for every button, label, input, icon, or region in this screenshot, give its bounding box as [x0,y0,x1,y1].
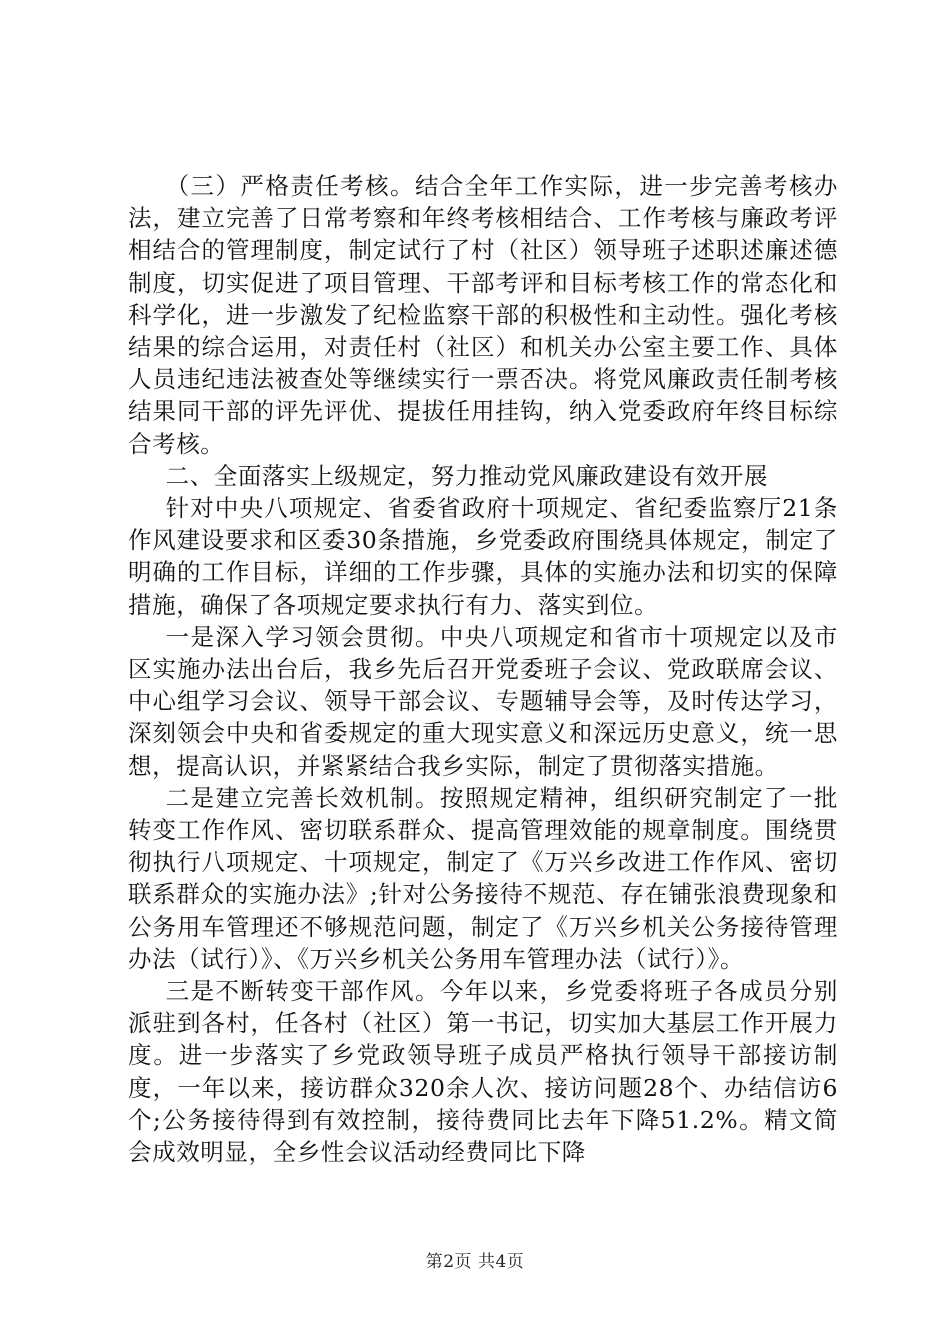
paragraph-strict-assessment: （三）严格责任考核。结合全年工作实际，进一步完善考核办法，建立完善了日常考察和年终考核相结合、工作考核与廉政考评相结合的管理制度，制定试行了村（社区）领导班子述职述廉述德制度，切实促进了项目管理、干部考评和目标考核工作的常态化和科学化，进一步激发了纪检监察干部的积极性和主动性。强化考核结果的综合运用，对责任村（社区）和机关办公室主要工作、具体人员违纪违法被查处等继续实行一票否决。将党风廉政责任制考核结果同干部的评先评优、提拔任用挂钩，纳入党委政府年终目标综合考核。 [128,172,838,458]
page-number-footer: 第2页 共4页 [425,1252,525,1272]
document-body [128,170,838,1168]
paragraph-cadre-style: 三是不断转变干部作风。今年以来，乡党委将班子各成员分别派驻到各村，任各村（社区）第一书记，切实加大基层工作开展力度。进一步落实了乡党政领导班子成员严格执行领导干部接访制度，一年以来，接访群众320余人次、接访问题28个、办结信访6个;公务接待得到有效控制，接待费同比去年下降51.2%。精文简会成效明显，全乡性会议活动经费同比下降 [128,977,838,1167]
section-heading-implement-regulations: 二、全面落实上级规定，努力推动党风廉政建设有效开展 [165,461,769,490]
paragraph-long-term-mechanism: 二是建立完善长效机制。按照规定精神，组织研究制定了一批转变工作作风、密切联系群众、提高管理效能的规章制度。围绕贯彻执行八项规定、十项规定，制定了《万兴乡改进工作作风、密切联系群众的实施办法》;针对公务接待不规范、存在铺张浪费现象和公务用车管理还不够规范问题，制定了《万兴乡机关公务接待管理办法（试行）》、《万兴乡机关公务用车管理办法（试行）》。 [128,783,838,973]
paragraph-regulations-overview: 针对中央八项规定、省委省政府十项规定、省纪委监察厅21条作风建设要求和区委30条措施，乡党委政府围绕具体规定，制定了明确的工作目标，详细的工作步骤，具体的实施办法和切实的保障措施，确保了各项规定要求执行有力、落实到位。 [128,494,838,619]
paragraph-study-implementation: 一是深入学习领会贯彻。中央八项规定和省市十项规定以及市区实施办法出台后，我乡先后召开党委班子会议、党政联席会议、中心组学习会议、领导干部会议、专题辅导会等，及时传达学习，深刻领会中央和省委规定的重大现实意义和深远历史意义，统一思想，提高认识，并紧紧结合我乡实际，制定了贯彻落实措施。 [128,622,838,780]
